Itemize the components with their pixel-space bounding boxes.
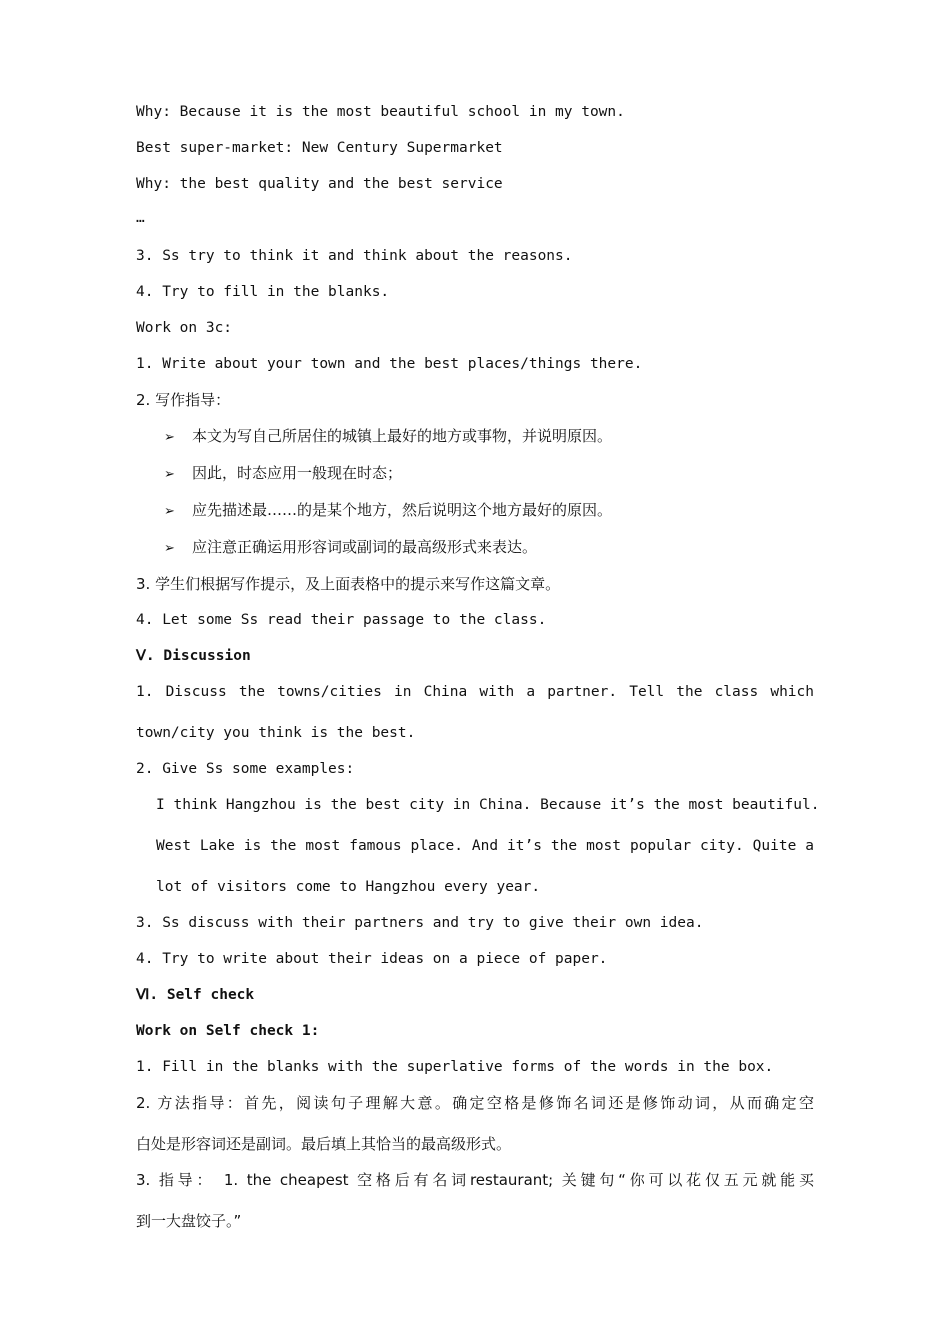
text-line: town/city you think is the best. [136, 725, 416, 741]
bullet-item [164, 537, 537, 559]
text-line: 3. 指导： 1. the cheapest 空格后有名词restaurant; 关键句“你可以花仅五元就能买 [136, 1171, 814, 1189]
text-line: 2. 写作指导： [136, 391, 231, 409]
text-line: 2. 方法指导：首先，阅读句子理解大意。确定空格是修饰名词还是修饰动词，从而确定空 [136, 1094, 814, 1112]
text-line: 3. 学生们根据写作提示，及上面表格中的提示来写作这篇文章。 [136, 575, 561, 593]
text-line: 3. Ss discuss with their partners and try to give their own idea. [136, 915, 704, 931]
text-line: 4. Let some Ss read their passage to the class. [136, 612, 547, 628]
bullet-item [164, 463, 402, 485]
text-line: 4. Try to write about their ideas on a piece of paper. [136, 951, 608, 967]
text-line: Best super-market: New Century Supermarket [136, 140, 503, 156]
bullet-text: 本文为写自己所居住的城镇上最好的地方或事物，并说明原因。 [192, 427, 613, 445]
section-heading: Ⅴ. Discussion [136, 648, 251, 664]
text-line: 1. Write about your town and the best places/things there. [136, 356, 643, 372]
text-line: Work on 3c: [136, 320, 233, 336]
example-line: lot of visitors come to Hangzhou every year. [156, 879, 541, 895]
example-line: West Lake is the most famous place. And it’s the most popular city. Quite a [156, 838, 814, 854]
arrow-bullet-icon: ➢ [164, 467, 175, 482]
text-line: 4. Try to fill in the blanks. [136, 284, 390, 300]
arrow-bullet-icon: ➢ [164, 541, 175, 556]
bullet-text: 应先描述最……的是某个地方，然后说明这个地方最好的原因。 [192, 501, 613, 519]
section-heading: Ⅵ. Self check [136, 987, 255, 1003]
bullet-item [164, 500, 612, 522]
bullet-text: 因此，时态应用一般现在时态； [192, 464, 403, 482]
arrow-bullet-icon: ➢ [164, 504, 175, 519]
sub-heading: Work on Self check 1: [136, 1023, 320, 1039]
bullet-text: 应注意正确运用形容词或副词的最高级形式来表达。 [192, 538, 538, 556]
text-line: 1. Fill in the blanks with the superlative forms of the words in the box. [136, 1059, 774, 1075]
text-line: 到一大盘饺子。” [136, 1212, 242, 1230]
bullet-item [164, 426, 612, 448]
text-line: 白处是形容词还是副词。最后填上其恰当的最高级形式。 [136, 1135, 512, 1153]
text-line: 1. Discuss the towns/cities in China with a partner. Tell the class which [136, 684, 814, 700]
text-line: 3. Ss try to think it and think about the reasons. [136, 248, 573, 264]
arrow-bullet-icon: ➢ [164, 430, 175, 445]
text-line: 2. Give Ss some examples: [136, 761, 355, 777]
text-line: Why: the best quality and the best service [136, 176, 503, 192]
example-line: I think Hangzhou is the best city in China. Because it’s the most beautiful. [156, 797, 820, 813]
text-line: Why: Because it is the most beautiful school in my town. [136, 104, 625, 120]
ellipsis-line: … [136, 210, 145, 226]
